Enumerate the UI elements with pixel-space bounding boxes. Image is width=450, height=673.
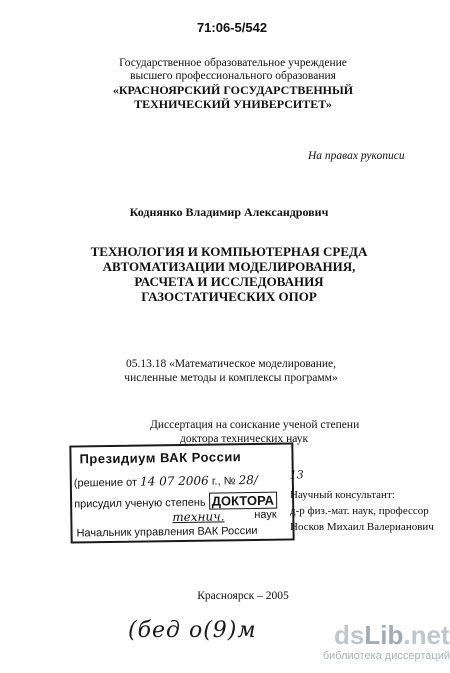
stamp-decision <box>74 473 258 490</box>
stamp-decision-suffix: 13 <box>289 468 304 482</box>
stamp-decision-num-label: г., № <box>211 475 236 488</box>
document-code: 71:06-5/542 <box>196 20 268 35</box>
stamp-decision-prefix: (решение от <box>73 476 138 490</box>
specialty-line: 05.13.18 «Математическое моделирование, <box>125 358 337 370</box>
dissertation-title <box>0 244 450 304</box>
stamp-header: Президиум ВАК России <box>79 449 242 467</box>
specialty-block <box>0 357 450 385</box>
dissertation-degree <box>150 418 359 446</box>
advisor-degree: д-р физ.-мат. наук, профессор <box>290 505 429 517</box>
watermark-subtitle: библиотека диссертаций <box>322 650 450 662</box>
title-line: РАСЧЕТА И ИССЛЕДОВАНИЯ <box>134 274 324 289</box>
institution-line: Государственное образовательное учреждение <box>119 57 347 69</box>
scientific-advisor <box>290 487 434 535</box>
stamp-decision-date: 14 07 2006 <box>139 473 209 489</box>
stamp-field-handwritten: технич. <box>172 509 225 525</box>
title-line: ГАЗОСТАТИЧЕСКИХ ОПОР <box>141 289 317 304</box>
university-name: ТЕХНИЧЕСКИЙ УНИВЕРСИТЕТ» <box>134 97 332 111</box>
logo-ds: ds <box>334 620 365 650</box>
institution-block <box>0 57 450 111</box>
degree-line: доктора технических наук <box>180 433 309 445</box>
city-year: Красноярск – 2005 <box>197 590 289 602</box>
author-name: Коднянко Владимир Александрович <box>129 205 329 219</box>
handwritten-note: (бед о(9)м <box>128 618 257 643</box>
degree-line: Диссертация на соискание ученой степени <box>150 419 360 431</box>
title-line: АВТОМАТИЗАЦИИ МОДЕЛИРОВАНИЯ, <box>102 259 356 274</box>
logo-net: .net <box>403 620 450 650</box>
vak-stamp <box>69 442 304 543</box>
stamp-awarded-prefix: присудил ученую степень <box>74 496 206 511</box>
dslib-logo <box>334 620 450 651</box>
advisor-label: Научный консультант: <box>290 489 395 501</box>
logo-lib: Lib <box>364 620 404 650</box>
advisor-name: Носков Михаил Валерианович <box>290 521 434 533</box>
stamp-nauk: наук <box>254 508 277 521</box>
stamp-chief: Начальник управления ВАК России <box>76 524 258 540</box>
stamp-degree: ДОКТОРА <box>209 492 278 510</box>
stamp-decision-num: 28/ <box>238 472 258 488</box>
rights-note: На правах рукописи <box>308 150 405 162</box>
title-line: ТЕХНОЛОГИЯ И КОМПЬЮТЕРНАЯ СРЕДА <box>90 244 368 259</box>
dslib-watermark <box>306 620 450 660</box>
specialty-line: численные методы и комплексы программ» <box>124 372 338 384</box>
institution-line: высшего профессионального образования <box>130 70 336 82</box>
university-name: «КРАСНОЯРСКИЙ ГОСУДАРСТВЕННЫЙ <box>112 83 354 97</box>
stamp-awarded <box>74 493 277 511</box>
